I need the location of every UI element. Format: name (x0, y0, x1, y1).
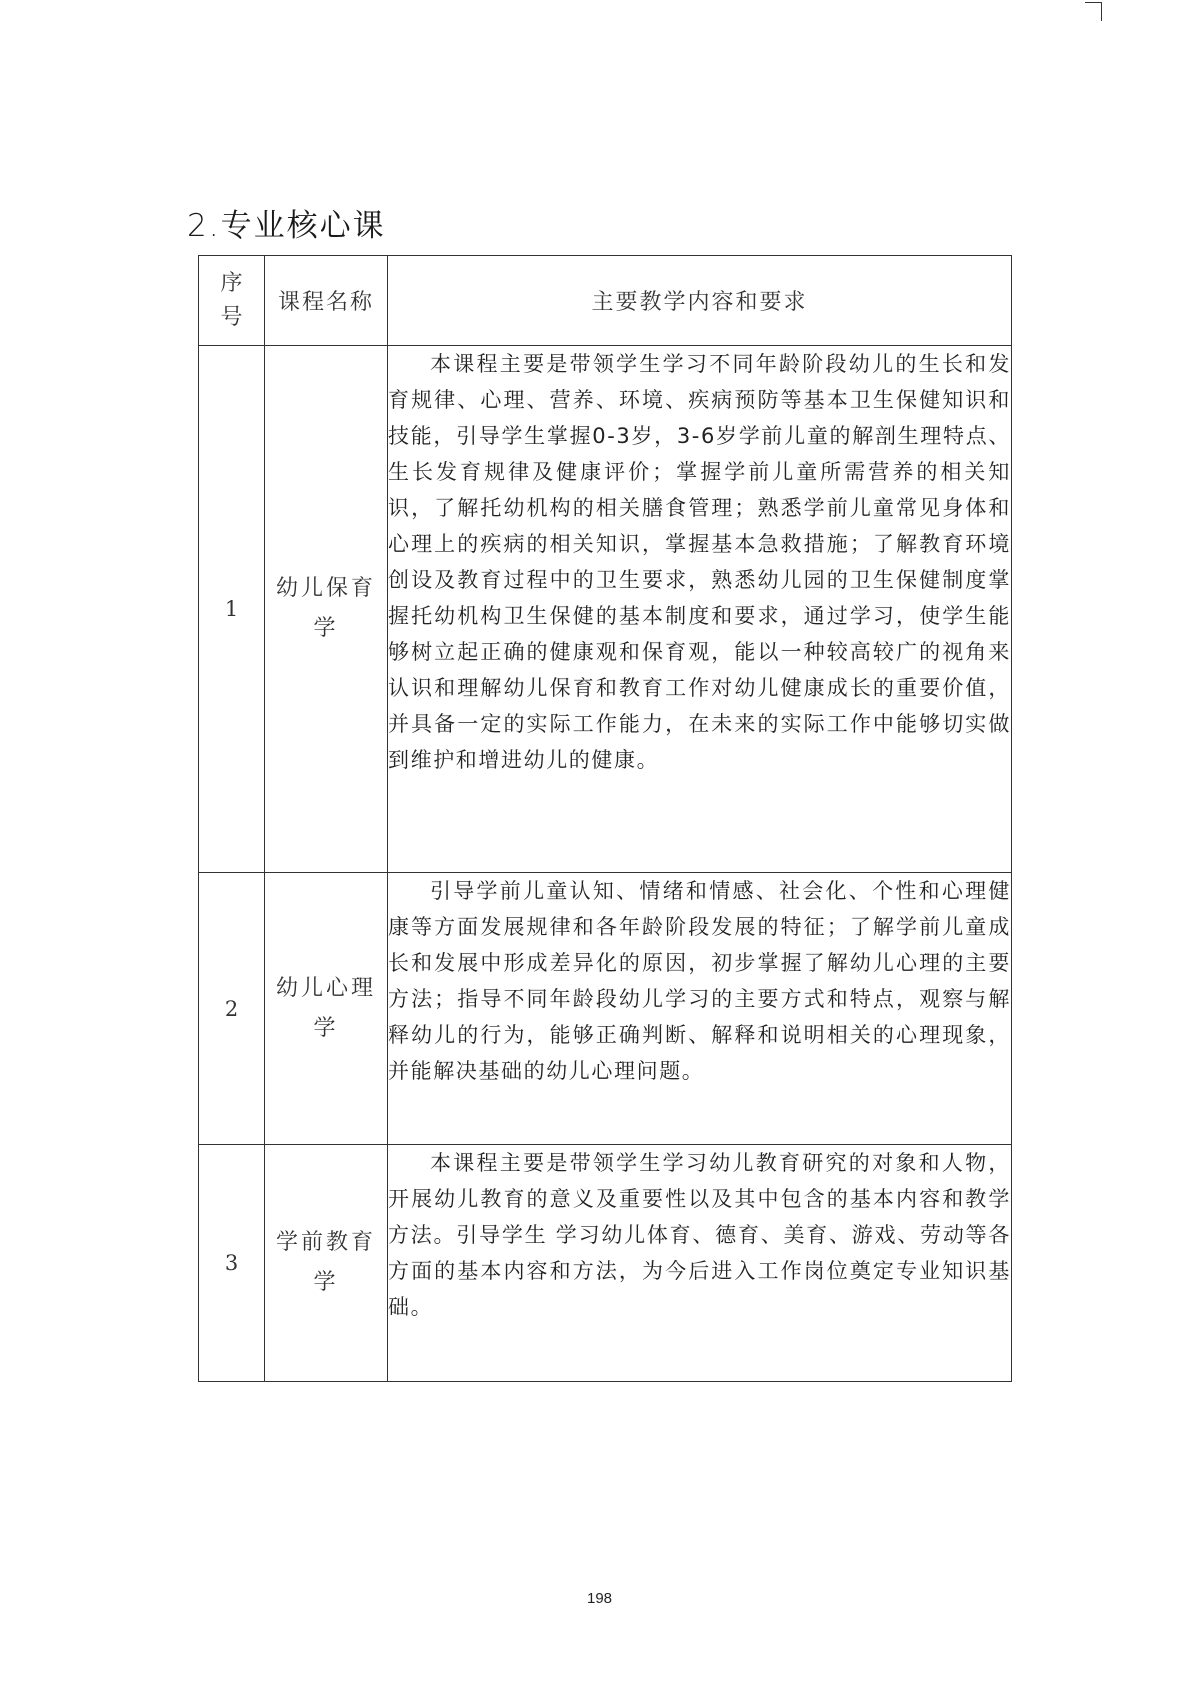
page-number: 198 (586, 1590, 613, 1607)
header-course-name: 课程名称 (265, 256, 388, 346)
header-serial-number: 序号 (199, 256, 265, 346)
table-row (199, 1145, 1012, 1382)
course-name: 学前教育学 (265, 1145, 388, 1382)
course-content (388, 1145, 1012, 1382)
table-header-row (199, 256, 1012, 346)
course-content-text: 本课程主要是带领学生学习幼儿教育研究的对象和人物，开展幼儿教育的意义及重要性以及其中包含的基本内容和教学方法。引导学生 学习幼儿体育、德育、美育、游戏、劳动等各方面的基本内容和方法，为今后进入工作岗位奠定专业知识基础。 (388, 1151, 1011, 1319)
course-content-text: 本课程主要是带领学生学习不同年龄阶段幼儿的生长和发育规律、心理、营养、环境、疾病预防等基本卫生保健知识和技能，引导学生掌握0-3岁，3-6岁学前儿童的解剖生理特点、生长发育规律及健康评价；掌握学前儿童所需营养的相关知识，了解托幼机构的相关膳食管理；熟悉学前儿童常见身体和心理上的疾病的相关知识，掌握基本急救措施；了解教育环境创设及教育过程中的卫生要求，熟悉幼儿园的卫生保健制度掌握托幼机构卫生保健的基本制度和要求，通过学习，使学生能够树立起正确的健康观和保育观，能以一种较高较广的视角来认识和理解幼儿保育和教育工作对幼儿健康成长的重要价值，并具备一定的实际工作能力，在未来的实际工作中能够切实做到维护和增进幼儿的健康。 (388, 352, 1011, 772)
course-name: 幼儿保育学 (265, 346, 388, 873)
course-content (388, 873, 1012, 1145)
row-number: 1 (199, 346, 265, 873)
crop-mark (1085, 2, 1102, 21)
course-content-text: 引导学前儿童认知、情绪和情感、社会化、个性和心理健康等方面发展规律和各年龄阶段发展的特征；了解学前儿童成长和发展中形成差异化的原因，初步掌握了解幼儿心理的主要方法；指导不同年龄段幼儿学习的主要方式和特点，观察与解释幼儿的行为，能够正确判断、解释和说明相关的心理现象，并能解决基础的幼儿心理问题。 (388, 879, 1011, 1083)
table-row (199, 873, 1012, 1145)
row-number: 2 (199, 873, 265, 1145)
course-content (388, 346, 1012, 873)
row-number: 3 (199, 1145, 265, 1382)
core-course-table (198, 255, 1012, 1382)
table-row (199, 346, 1012, 873)
section-title: 2.专业核心课 (187, 208, 386, 244)
course-name: 幼儿心理学 (265, 873, 388, 1145)
header-main-content: 主要教学内容和要求 (388, 256, 1012, 346)
